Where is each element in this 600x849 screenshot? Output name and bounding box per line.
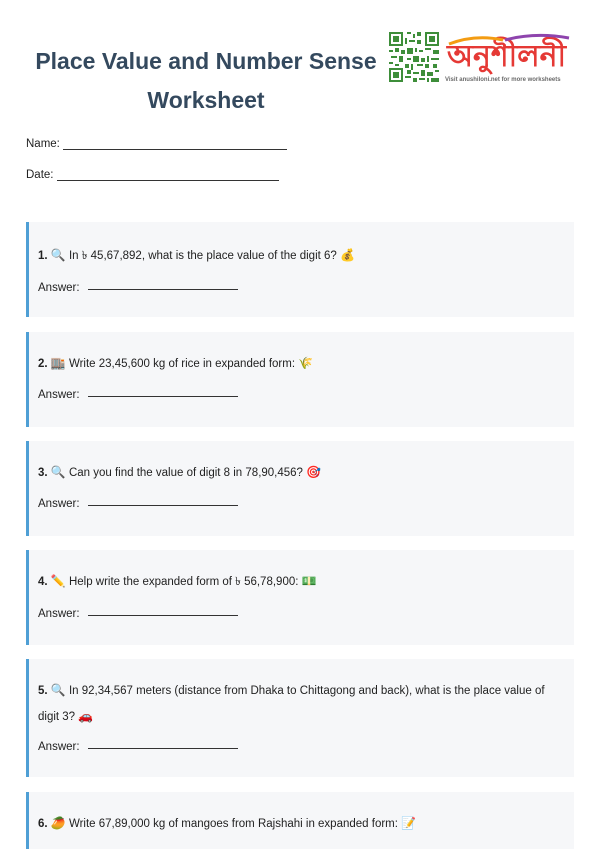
date-field <box>26 169 279 181</box>
question-body: Write 23,45,600 kg of rice in expanded form: <box>68 358 296 370</box>
logo <box>387 30 577 88</box>
answer-label: Answer: <box>38 741 80 753</box>
title-line-1: Place Value and Number Sense <box>35 48 377 74</box>
answer-label: Answer: <box>38 498 80 510</box>
date-label: Date: <box>26 169 54 181</box>
target-icon: 🎯 <box>306 465 322 479</box>
question-number: 1. <box>38 250 48 262</box>
question-text <box>38 460 562 486</box>
answer-row <box>38 498 238 510</box>
question-card <box>26 222 574 317</box>
store-icon: 🏬 <box>50 356 66 370</box>
memo-icon: 📝 <box>401 816 417 830</box>
answer-row <box>38 282 238 294</box>
qr-code-icon <box>387 30 441 84</box>
question-card <box>26 550 574 645</box>
money-bag-icon: 💰 <box>340 248 355 262</box>
answer-row <box>38 389 238 401</box>
answer-line[interactable] <box>88 289 238 290</box>
answer-line[interactable] <box>88 396 238 397</box>
name-field <box>26 138 287 150</box>
question-text <box>38 351 562 377</box>
question-number: 5. <box>38 685 48 697</box>
answer-row <box>38 741 238 753</box>
date-line[interactable] <box>57 169 279 181</box>
name-line[interactable] <box>63 138 287 150</box>
question-number: 3. <box>38 467 48 479</box>
answer-label: Answer: <box>38 389 80 401</box>
magnifier-icon: 🔍 <box>50 248 66 262</box>
question-number: 4. <box>38 576 48 588</box>
question-card <box>26 441 574 536</box>
title-line-2: Worksheet <box>147 87 265 113</box>
answer-label: Answer: <box>38 282 80 294</box>
question-card <box>26 659 574 777</box>
magnifier-icon: 🔍 <box>50 683 66 697</box>
question-body: Write 67,89,000 kg of mangoes from Rajshahi in expanded form: <box>68 818 398 830</box>
banknote-icon: 💵 <box>301 574 317 588</box>
answer-row <box>38 608 238 620</box>
question-card <box>26 792 574 849</box>
question-text <box>38 678 562 730</box>
name-label: Name: <box>26 138 60 150</box>
question-body: Can you find the value of digit 8 in 78,90,456? <box>68 467 303 479</box>
car-icon: 🚗 <box>78 709 94 723</box>
pencil-icon: ✏️ <box>50 574 66 588</box>
question-text <box>38 243 562 269</box>
magnifier-icon: 🔍 <box>50 465 66 479</box>
question-card <box>26 332 574 427</box>
answer-line[interactable] <box>88 505 238 506</box>
question-text <box>38 569 562 595</box>
rice-icon: 🌾 <box>298 356 314 370</box>
question-body: In 92,34,567 meters (distance from Dhaka to Chittagong and back), what is the place value of digit 3? <box>38 685 545 723</box>
answer-line[interactable] <box>88 748 238 749</box>
question-text <box>38 811 562 837</box>
question-body: Help write the expanded form of ৳ 56,78,900: <box>68 576 299 588</box>
question-number: 2. <box>38 358 48 370</box>
mango-icon: 🥭 <box>50 816 66 830</box>
brand-logo <box>445 30 575 76</box>
question-body: In ৳ 45,67,892, what is the place value of the digit 6? <box>68 250 337 262</box>
brand-tagline: Visit anushiloni.net for more worksheets <box>445 77 561 83</box>
page-title <box>0 42 412 120</box>
answer-line[interactable] <box>88 615 238 616</box>
answer-label: Answer: <box>38 608 80 620</box>
question-number: 6. <box>38 818 48 830</box>
brand-text: অনুশীলনী <box>447 39 567 74</box>
